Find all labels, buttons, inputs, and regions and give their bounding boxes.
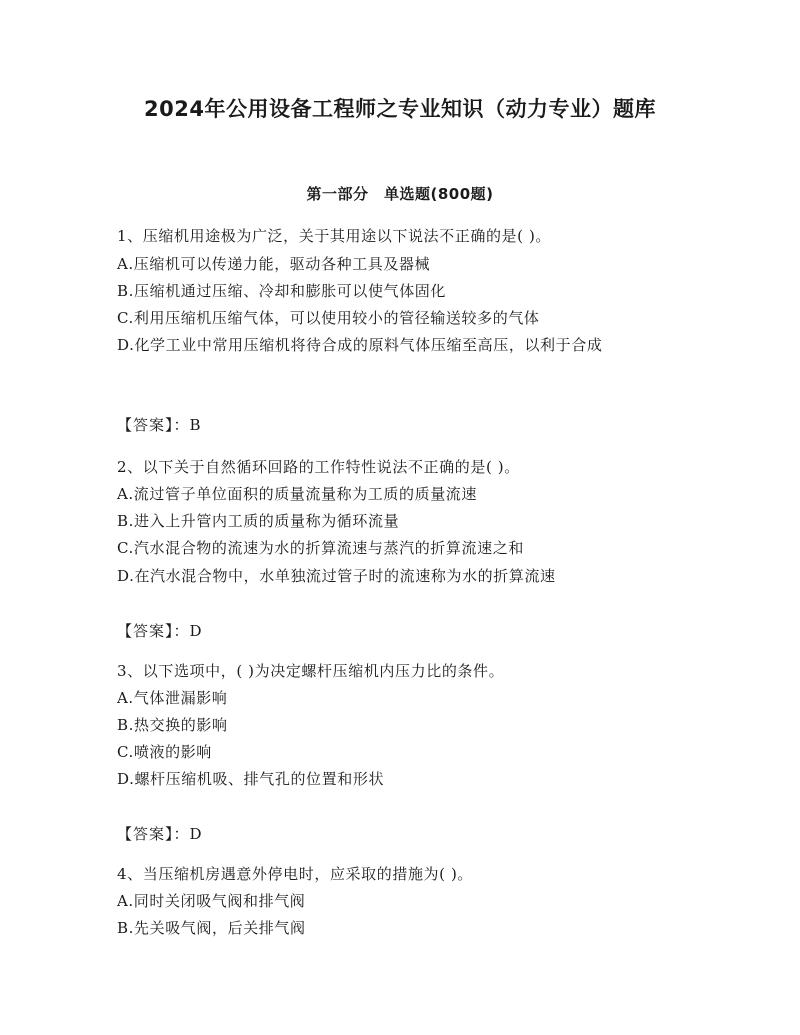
question-2-answer: 【答案】：D	[117, 622, 203, 640]
section-title: 第一部分 单选题(800题)	[306, 185, 494, 203]
document-title: 2024年公用设备工程师之专业知识（动力专业）题库	[144, 97, 656, 121]
question-3-option-a: A.气体泄漏影响	[117, 689, 228, 707]
question-2-stem: 2、以下关于自然循环回路的工作特性说法不正确的是( )。	[117, 458, 520, 476]
question-1-option-d: D.化学工业中常用压缩机将待合成的原料气体压缩至高压，以利于合成	[117, 336, 603, 354]
question-3-option-d: D.螺杆压缩机吸、排气孔的位置和形状	[117, 770, 385, 788]
question-3-answer: 【答案】：D	[117, 825, 203, 843]
question-1-option-b: B.压缩机通过压缩、冷却和膨胀可以使气体固化	[117, 282, 446, 300]
question-2-option-a: A.流过管子单位面积的质量流量称为工质的质量流速	[117, 485, 478, 503]
question-2-option-b: B.进入上升管内工质的质量称为循环流量	[117, 512, 400, 530]
question-1-answer: 【答案】：B	[117, 416, 202, 434]
question-2-option-d: D.在汽水混合物中，水单独流过管子时的流速称为水的折算流速	[117, 567, 556, 585]
question-4-stem: 4、当压缩机房遇意外停电时，应采取的措施为( )。	[117, 865, 474, 883]
question-3-option-b: B.热交换的影响	[117, 716, 228, 734]
question-3-stem: 3、以下选项中，( )为决定螺杆压缩机内压力比的条件。	[117, 662, 505, 680]
question-4-option-a: A.同时关闭吸气阀和排气阀	[117, 892, 306, 910]
question-1-option-a: A.压缩机可以传递力能，驱动各种工具及器械	[117, 255, 431, 273]
question-1-option-c: C.利用压缩机压缩气体，可以使用较小的管径输送较多的气体	[117, 309, 540, 327]
question-1-stem: 1、压缩机用途极为广泛，关于其用途以下说法不正确的是( )。	[117, 227, 552, 245]
question-2-option-c: C.汽水混合物的流速为水的折算流速与蒸汽的折算流速之和	[117, 539, 524, 557]
question-3-option-c: C.喷液的影响	[117, 743, 212, 761]
question-4-option-b: B.先关吸气阀，后关排气阀	[117, 919, 306, 937]
